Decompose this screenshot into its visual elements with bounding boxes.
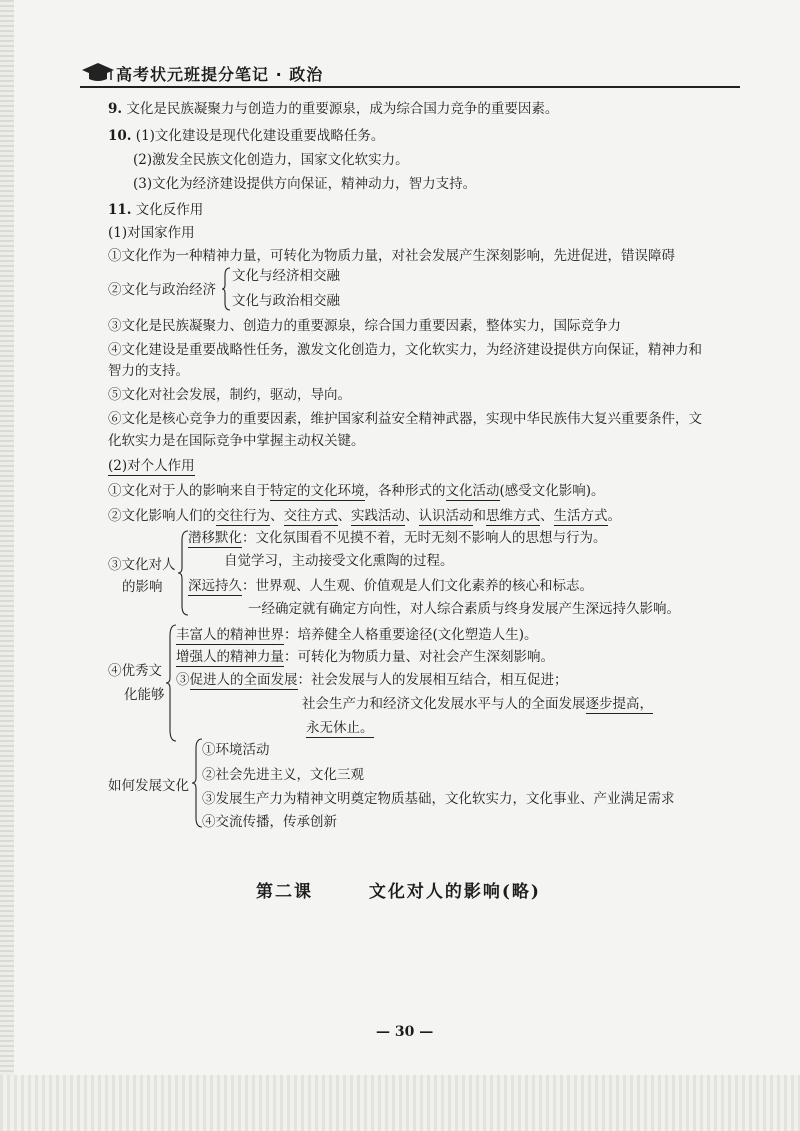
text: ：世界观、人生观、价值观是人们文化素养的核心和标志。 [242,578,593,594]
personal-point-3-label-1: ③文化对人 [108,557,176,573]
personal-point-4-label-2: 化能够 [124,687,165,703]
item-10-3: (3)文化为经济建设提供方向保证，精神动力，智力支持。 [133,176,477,192]
national-point-3: ③文化是民族凝聚力、创造力的重要源泉，综合国力重要因素，整体实力，国际竞争力 [108,318,621,334]
personal-point-4c [176,671,568,689]
item-10-2: (2)激发全民族文化创造力，国家文化软实力。 [133,152,409,168]
text: ①文化对于人的影响来自于 [108,483,270,499]
underlined-text: 逐步提高， [585,696,653,712]
section-title [256,877,541,902]
underlined-text: 增强人的精神力量 [176,649,284,665]
underlined-text: 交往行为 [216,508,270,524]
personal-point-4-label-1: ④优秀文 [108,663,162,679]
item-11 [108,201,203,219]
underlined-text: 实践活动 [351,508,405,524]
personal-point-4c-detail [302,695,653,713]
text: 。 [607,508,621,524]
personal-point-4a [176,626,538,644]
text: ③ [176,672,190,688]
item-text: 文化是民族凝聚力与创造力的重要源泉，成为综合国力竞争的重要因素。 [126,101,559,117]
national-point-2a: 文化与经济相交融 [232,268,340,284]
text: ②文化影响人们的 [108,508,216,524]
item-text: (1)文化建设是现代化建设重要战略任务。 [135,128,385,144]
page-number: — 30 — [376,1024,434,1040]
personal-point-3a-detail: 自觉学习，主动接受文化熏陶的过程。 [224,553,454,569]
brace [222,267,232,311]
item-10-1 [108,127,384,145]
item-text: 文化反作用 [135,202,204,218]
develop-item-3: ③发展生产力为精神文明奠定物质基础，文化软实力，文化事业、产业满足需求 [202,791,675,807]
text: 、 [337,508,351,524]
item-number: 10. [108,128,132,144]
text: ：培养健全人格重要途径(文化塑造人生)。 [284,627,538,643]
national-point-5: ⑤文化对社会发展，制约，驱动，导向。 [108,387,351,403]
heading-text: (2)对个人作用 [108,458,195,474]
underlined-text: 特定的文化环境 [270,483,365,499]
text: ：文化氛围看不见摸不着，无时无刻不影响人的思想与行为。 [242,530,607,546]
underlined-text: 永无休止。 [306,720,374,736]
underlined-text: 潜移默化 [188,530,242,546]
text: 和 [472,508,486,524]
scan-edge-left [0,0,14,1131]
underlined-text: 交往方式 [283,508,338,524]
national-point-6-line1: ⑥文化是核心竞争力的重要因素，维护国家利益安全精神武器，实现中华民族伟大复兴重要条件，文 [108,411,702,427]
personal-point-3b [188,577,593,595]
national-point-2b: 文化与政治相交融 [232,293,340,309]
underlined-text: 促进人的全面发展 [189,672,298,688]
item-number: 9. [108,101,123,117]
item-number: 11. [108,202,132,218]
text: 、 [405,508,419,524]
underlined-text: 生活方式 [553,508,608,524]
text: 、 [270,508,284,524]
scan-edge-bottom [0,1075,800,1131]
underlined-text: 认识活动 [418,508,473,524]
personal-point-4c-detail-2 [306,719,374,737]
graduation-cap-icon [80,60,116,82]
text: 社会生产力和经济文化发展水平与人的全面发展 [302,696,586,712]
personal-point-1 [108,482,605,500]
national-point-6-line2: 化软实力是在国际竞争中掌握主动权关键。 [108,433,365,449]
text: ：社会发展与人的发展相互结合，相互促进； [297,672,568,688]
national-point-2-label: ②文化与政治经济 [108,282,216,298]
book-title: 高考状元班提分笔记 · 政治 [116,65,324,84]
national-point-4-line2: 智力的支持。 [108,363,189,379]
underlined-text: 丰富人的精神世界 [176,627,284,643]
lesson-title: 文化对人的影响(略) [368,882,541,902]
national-point-4-line1: ④文化建设是重要战略性任务，激发文化创造力，文化软实力，为经济建设提供方向保证，精神力和 [108,342,702,358]
national-heading: (1)对国家作用 [108,225,195,241]
underlined-text: 深远持久 [188,578,242,594]
develop-label: 如何发展文化 [108,778,189,794]
personal-heading [108,457,195,475]
lesson-number: 第二课 [256,882,313,902]
personal-point-3a [188,529,607,547]
personal-point-2 [108,507,621,525]
item-9 [108,100,558,118]
underlined-text: 文化活动 [445,483,500,499]
page-header [80,58,740,88]
develop-item-4: ④交流传播，传承创新 [202,814,337,830]
text: ：可转化为物质力量、对社会产生深刻影响。 [284,649,554,665]
underlined-text: 思维方式 [486,508,540,524]
national-point-1: ①文化作为一种精神力量，可转化为物质力量，对社会发展产生深刻影响，先进促进，错误障碍 [108,248,675,264]
text: 、 [540,508,554,524]
personal-point-3-label-2: 的影响 [122,579,163,595]
text: (感受文化影响)。 [499,483,605,499]
text: ，各种形式的 [364,483,446,499]
personal-point-4b [176,648,554,666]
develop-item-1: ①环境活动 [202,742,270,758]
personal-point-3b-detail: 一经确定就有确定方向性，对人综合素质与终身发展产生深远持久影响。 [248,601,680,617]
develop-item-2: ②社会先进主义，文化三观 [202,767,364,783]
